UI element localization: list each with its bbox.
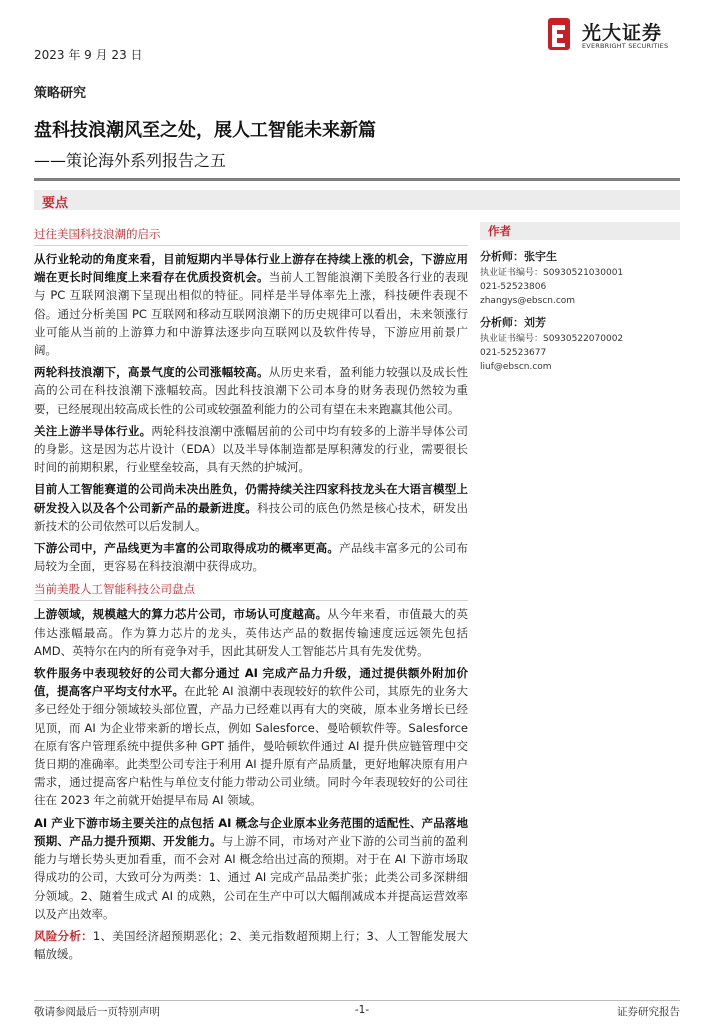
paragraph-rotation-lead: 从行业轮动的角度来看，目前短期内半导体行业上游存在持续上涨的机会，下游应用端在更长时间维度上来看存在优质投资机会。: [34, 252, 468, 285]
report-date: 2023 年 9 月 23 日: [34, 48, 143, 62]
paragraph-upstream-body: 从今年来看，市值最大的英伟达涨幅最高。作为算力芯片的龙头，英伟达产品的数据传输速度远远领先包括 AMD、英特尔在内的所有竞争对手，因此其研发人工智能芯片具有先发优势。: [34, 607, 469, 658]
paragraph-ai-race: [34, 480, 468, 535]
title-divider: [34, 178, 680, 181]
paragraph-downstream-body: 产品线丰富多元的公司布局较为全面，更容易在科技浪潮中获得成功。: [34, 541, 469, 574]
analyst-phone: 021-52523677: [480, 348, 547, 358]
paragraph-ai-race-body: 科技公司的底色仍然是核心技术，研发出新技术的公司依然可以后发制人。: [34, 500, 468, 533]
paragraph-prosperity-body: 从历史来看，盈利能力较强以及成长性高的公司在科技浪潮下涨幅较高。因此科技浪潮下公司本身的财务表现仍然较为重要，已经展现出较高成长性的公司或较强盈利能力的公司有望在未来跑赢其他公司。: [34, 365, 469, 416]
report-subtitle: ——策论海外系列报告之五: [34, 151, 227, 170]
subheading-ai-companies: 当前美股人工智能科技公司盘点: [34, 581, 468, 601]
report-category: 策略研究: [34, 86, 87, 101]
paragraph-software: [34, 664, 468, 810]
analyst-email: liuf@ebscn.com: [480, 362, 552, 372]
paragraph-semiconductor-body: 两轮科技浪潮中涨幅居前的公司中均有较多的上游半导体公司的身影。这是因为芯片设计（EDA）以及半导体制造都是厚积薄发的行业，需要很长时间的前期积累，行业壁垒较高，具有天然的护城河。: [34, 423, 469, 475]
section-label: 要点: [42, 196, 69, 211]
author-sidebar: [480, 222, 680, 380]
section-bar: [34, 190, 680, 210]
paragraph-rotation: [34, 250, 468, 359]
paragraph-upstream-lead: 上游领域，规模越大的算力芯片公司，市场认可度越高。: [34, 607, 328, 622]
subheading-history: 过往美国科技浪潮的启示: [34, 226, 468, 246]
paragraph-semiconductor: [34, 422, 468, 477]
report-title: 盘科技浪潮风至之处，展人工智能未来新篇: [34, 120, 376, 141]
analyst-email: zhangys@ebscn.com: [480, 296, 576, 306]
analyst-cert: 执业证书编号：S0930521030001: [480, 268, 624, 278]
analyst-name: 分析师：刘芳: [480, 316, 546, 329]
risk-label: 风险分析：: [34, 928, 93, 943]
paragraph-rotation-body: 当前人工智能浪潮下美股各行业的表现与 PC 互联网浪潮下呈现出相似的特征。同样是半导体率先上涨，科技硬件表现不俗。通过分析美国 PC 互联网和移动互联网浪潮下的历史规律可以看出，未来领涨行业可能从当前的上游算力和中游算法逐步向互联网以及软件传导，下游应用前景广阔。: [34, 270, 469, 358]
paragraph-software-body: 在此轮 AI 浪潮中表现较好的软件公司，其原先的业务大多已经处于细分领域较头部位置，产品力已经难以再有大的突破，原本业务增长已经见顶，而 AI 为企业带来新的增长点，例如 Salesforce、曼哈顿软件等。Salesforce 在原有客户管理系统中提供多种 GPT 插件，曼哈顿软件通过 AI 提升供应链管理中交货日期的准确率。此类型公司专注于利用 AI 提升原有产品质量，更好地解决原有用户需求，通过提高客户粘性与单位支付能力带动公司业绩。同时今年表现较好的公司往往在 2023 年之前就开始提早布局 AI 领域。: [34, 684, 468, 808]
logo-name-en: EVERBRIGHT SECURITIES: [582, 42, 669, 50]
analyst-name: 分析师：张宇生: [480, 250, 557, 263]
paragraph-downstream: [34, 539, 468, 575]
footer-divider: [34, 1000, 680, 1001]
paragraph-software-lead: 软件服务中表现较好的公司大都分通过 AI 完成产品力升级，通过提供额外附加价值，提高客户平均支付水平。: [34, 666, 468, 699]
author-heading: 作者: [480, 222, 680, 240]
analyst-card: [480, 248, 680, 308]
everbright-logo-icon: [546, 16, 572, 52]
paragraph-prosperity: [34, 363, 468, 418]
paragraph-prosperity-lead: 两轮科技浪潮下，高景气度的公司涨幅较高。: [34, 365, 269, 380]
analyst-card: [480, 314, 680, 374]
main-content: [34, 226, 468, 967]
paragraph-risk: [34, 927, 468, 963]
analyst-phone: 021-52523806: [480, 282, 547, 292]
disclaimer-note: 敬请参阅最后一页特别声明: [34, 1006, 160, 1018]
paragraph-upstream: [34, 605, 468, 660]
paragraph-ai-downstream-body: 与上游不同，市场对产业下游的公司当前的盈利能力与增长势头更加看重，而不会对 AI 概念给出过高的预期。对于在 AI 下游市场取得成功的公司，大致可分为两类：1、通过 AI 完成产品品类扩张；此类公司多深耕细分领域。2、随着生成式 AI 的成熟，公司在生产中可以大幅削减成本并提高运营效率以及产出效率。: [34, 833, 469, 921]
paragraph-ai-race-lead: 目前人工智能赛道的公司尚未决出胜负，仍需持续关注四家科技龙头在大语言模型上研发投入以及各个公司新产品的最新进度。: [34, 482, 468, 515]
risk-text: 1、美国经济超预期恶化；2、美元指数超预期上行；3、人工智能发展大幅放缓。: [34, 928, 469, 962]
logo-name-cn: 光大证券: [582, 22, 663, 44]
page-number: -1-: [354, 1004, 370, 1016]
paragraph-ai-downstream: [34, 814, 468, 923]
paragraph-ai-downstream-lead: AI 产业下游市场主要关注的点包括 AI 概念与企业原本业务范围的适配性、产品落地预期、产品力提升预期、开发能力。: [34, 815, 468, 848]
analyst-cert: 执业证书编号：S0930522070002: [480, 334, 624, 344]
paragraph-semiconductor-lead: 关注上游半导体行业。: [34, 423, 152, 438]
paragraph-downstream-lead: 下游公司中，产品线更为丰富的公司取得成功的概率更高。: [34, 541, 340, 556]
report-type: 证券研究报告: [617, 1006, 680, 1018]
company-logo: [546, 16, 706, 56]
